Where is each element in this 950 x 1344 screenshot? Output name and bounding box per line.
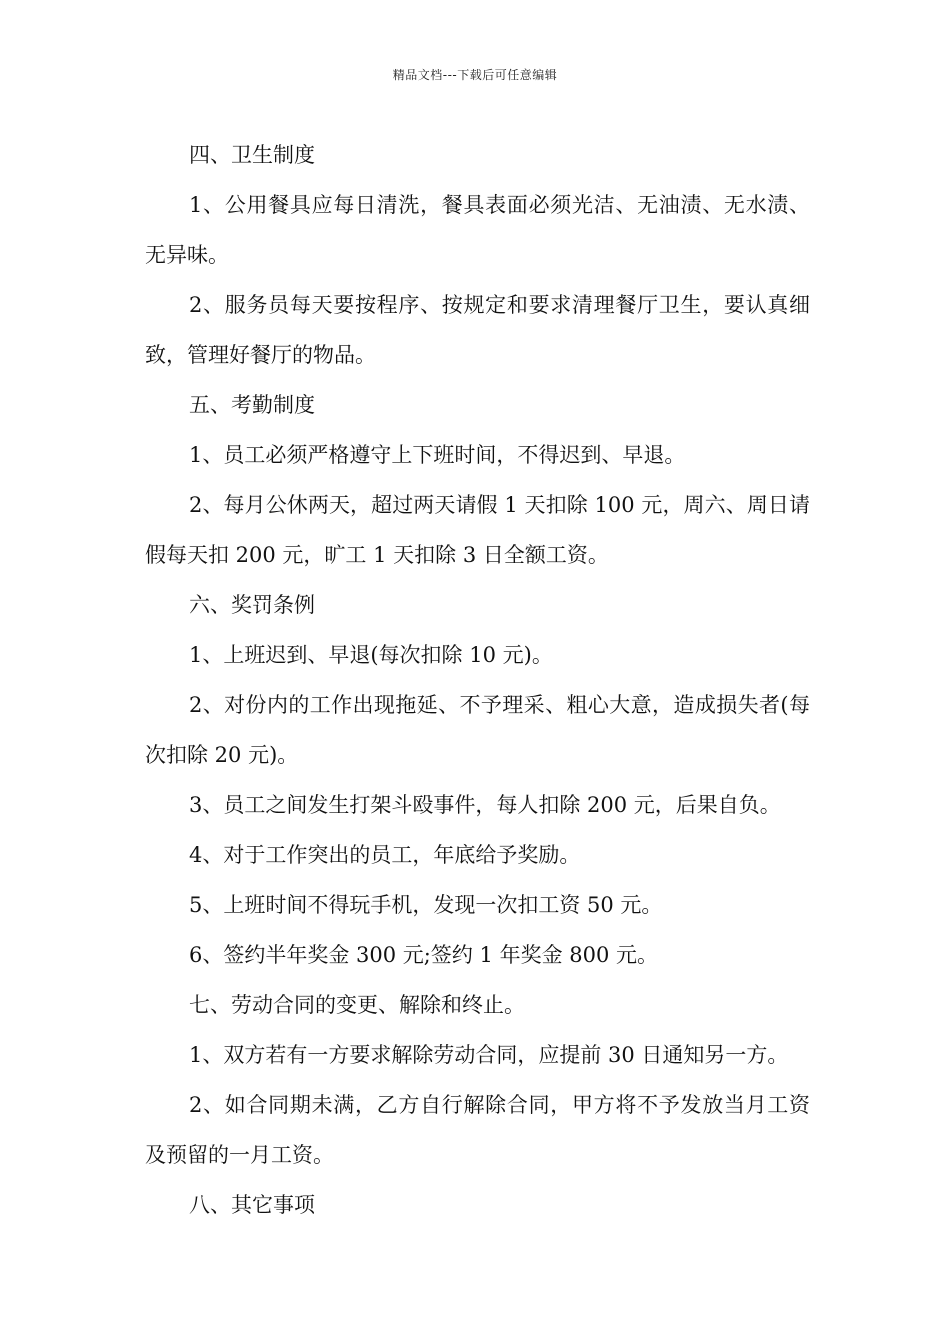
paragraph: 2、如合同期未满，乙方自行解除合同，甲方将不予发放当月工资及预留的一月工资。: [145, 1093, 810, 1167]
section-heading-contract-changes: 七、劳动合同的变更、解除和终止。: [189, 993, 525, 1017]
section-heading-rewards-penalties: 六、奖罚条例: [189, 593, 315, 617]
paragraph: 2、对份内的工作出现拖延、不予理采、粗心大意，造成损失者(每次扣除 20 元)。: [145, 693, 810, 767]
section-heading-other-matters: 八、其它事项: [189, 1193, 315, 1217]
paragraph: 2、每月公休两天，超过两天请假 1 天扣除 100 元，周六、周日请假每天扣 200 元，旷工 1 天扣除 3 日全额工资。: [145, 493, 810, 567]
paragraph: 6、签约半年奖金 300 元;签约 1 年奖金 800 元。: [189, 943, 659, 967]
section-heading-attendance: 五、考勤制度: [189, 393, 315, 417]
document-body: [145, 130, 810, 1230]
page-header: 精品文档---下载后可任意编辑: [392, 68, 558, 82]
paragraph: 1、双方若有一方要求解除劳动合同，应提前 30 日通知另一方。: [189, 1043, 789, 1067]
paragraph: 1、上班迟到、早退(每次扣除 10 元)。: [189, 643, 553, 667]
paragraph: 1、员工必须严格遵守上下班时间，不得迟到、早退。: [189, 443, 686, 467]
paragraph: 2、服务员每天要按程序、按规定和要求清理餐厅卫生，要认真细致，管理好餐厅的物品。: [145, 293, 810, 367]
paragraph: 4、对于工作突出的员工，年底给予奖励。: [189, 843, 581, 867]
section-heading-hygiene: 四、卫生制度: [189, 143, 315, 167]
paragraph: 1、公用餐具应每日清洗，餐具表面必须光洁、无油渍、无水渍、无异味。: [145, 193, 810, 267]
paragraph: 3、员工之间发生打架斗殴事件，每人扣除 200 元，后果自负。: [189, 793, 781, 817]
paragraph: 5、上班时间不得玩手机，发现一次扣工资 50 元。: [189, 893, 663, 917]
